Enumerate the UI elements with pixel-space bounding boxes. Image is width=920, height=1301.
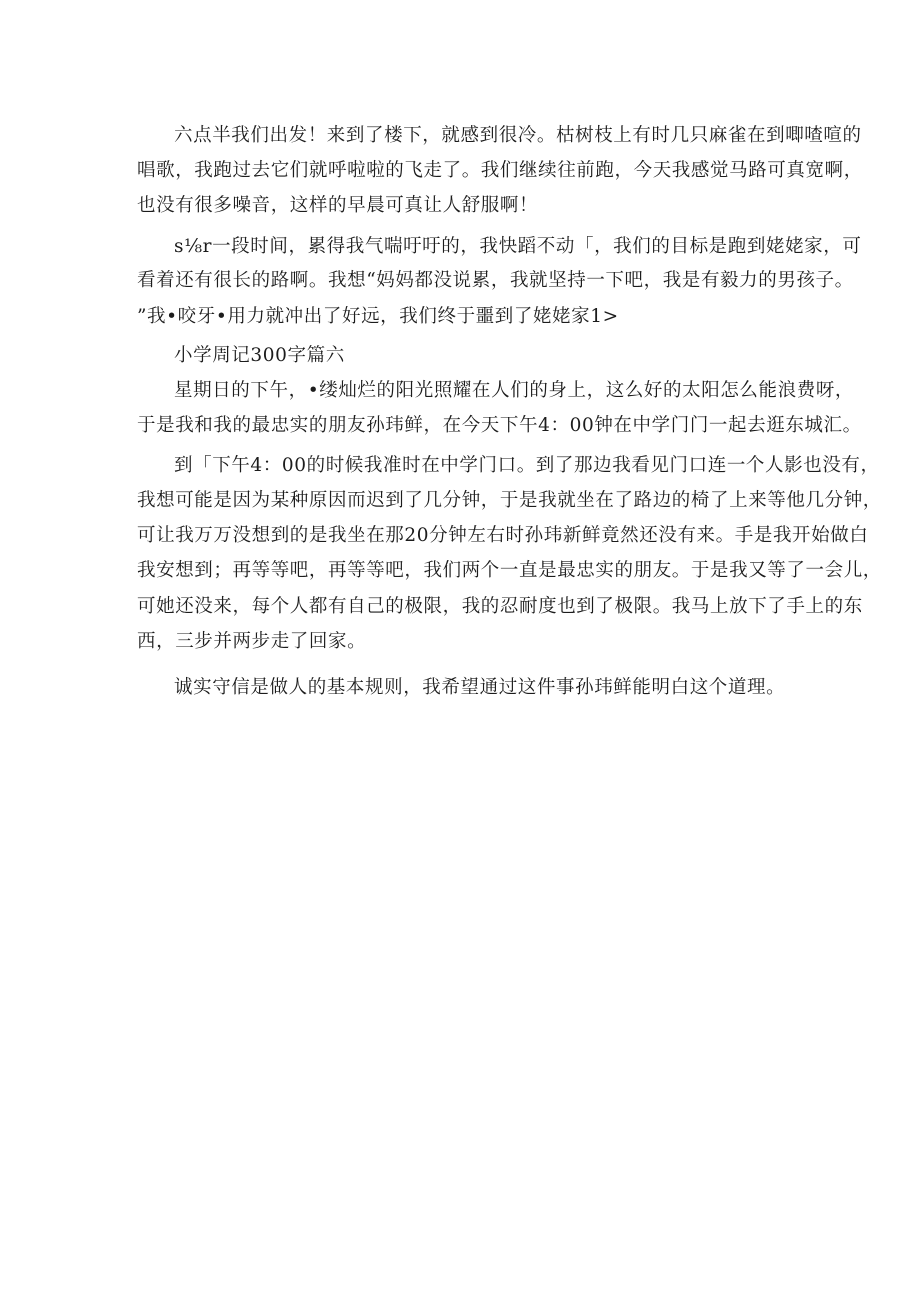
paragraph-line: 我安想到；再等等吧，再等等吧，我们两个一直是最忠实的朋友。于是我又等了一会儿， [137,560,882,581]
paragraph-line: ”我•咬牙•用力就冲出了好远，我们终于噩到了姥姥家1> [137,306,619,327]
paragraph-line: 星期日的下午，•缕灿烂的阳光照耀在人们的身上，这么好的太阳怎么能浪费呀， [174,380,855,401]
paragraph-line: 西，三步并两步走了回家。 [137,631,367,652]
paragraph-line: 我想可能是因为某种原因而迟到了几分钟，于是我就坐在了路边的椅了上来等他几分钟， [137,490,882,511]
paragraph-line: 于是我和我的最忠实的朋友孙玮鲜，在今天下午4：00钟在中学门门一起去逛东城汇。 [137,415,862,436]
paragraph-line: 诚实守信是做人的基本规则，我希望通过这件事孙玮鲜能明白这个道理。 [174,677,786,698]
paragraph-line: 唱歌，我跑过去它们就呼啦啦的飞走了。我们继续往前跑，今天我感觉马路可真宽啊， [137,160,863,181]
paragraph-line: 可她还没来，每个人都有自己的极限，我的忍耐度也到了极限。我马上放下了手上的东 [137,596,863,617]
paragraph-line: 六点半我们出发！来到了楼下，就感到很冷。枯树枝上有时几只麻雀在到唧喳喧的 [174,125,862,146]
paragraph-line: 到「下午4：00的时候我准时在中学门口。到了那边我看见门口连一个人影也没有， [174,455,880,476]
paragraph-line: 也没有很多噪音，这样的早晨可真让人舒服啊！ [137,195,539,216]
paragraph-line: 看着还有很长的路啊。我想“妈妈都没说累，我就坚持一下吧，我是有毅力的男孩子。 [137,270,854,291]
paragraph-line: 可让我万万没想到的是我坐在那20分钟左右时孙玮新鲜竟然还没有来。手是我开始做白 [137,525,869,546]
section-heading: 小学周记300字篇六 [174,345,345,366]
paragraph-line: s⅛r一段时间，累得我气喘吁吁的，我快蹈不动「，我们的目标是跑到姥姥家，可 [174,236,862,257]
